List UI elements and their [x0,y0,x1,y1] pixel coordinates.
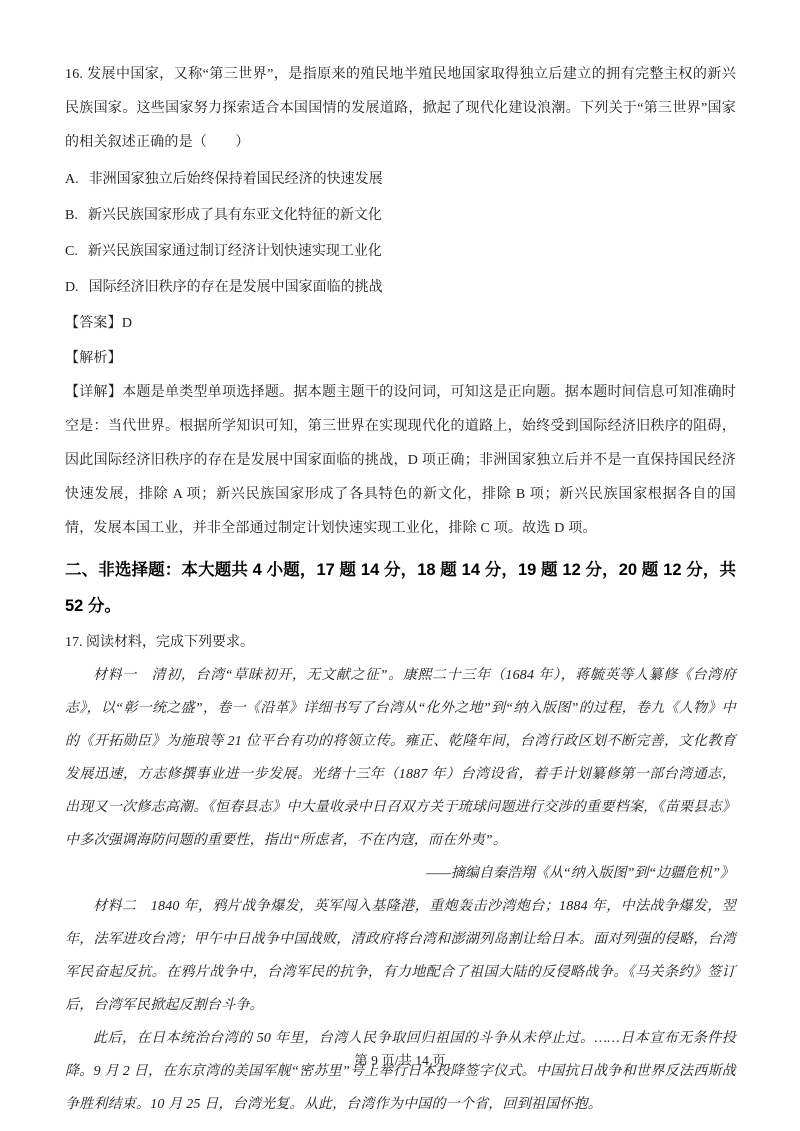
question-17-intro: 17. 阅读材料，完成下列要求。 [65,635,254,650]
question-16-option-b [65,198,736,234]
question-16-option-a [65,162,736,198]
question-16-stem: 16. 发展中国家，又称“第三世界”，是指原来的殖民地半殖民地国家取得独立后建立的拥有完整主权的新兴民族国家。这些国家努力探索适合本国国情的发展道路，掀起了现代化建设浪潮。下列关于“第三世界”国家的相关叙述正确的是（ ） [65,67,736,150]
material-1-source: ——摘编自秦浩翔《从“纳入版图”到“边疆危机”》 [425,866,734,881]
answer-tag: 【答案】 [65,316,122,331]
answer-value: D [121,316,133,331]
option-d-label: D. [65,280,79,295]
question-17-material-2-para-1: 材料二 1840 年，鸦片战争爆发，英军闯入基隆港，重炮轰击沙湾炮台；1884 年，中法战争爆发，翌年，法军进攻台湾；甲午中日战争中国战败，清政府将台湾和澎湖列岛割让给日本。面对列强的侵略，台湾军民奋起反抗。在鸦片战争中，台湾军民的抗争，有力地配合了祖国大陆的反侵略战争。《马关条约》签订后，台湾军民掀起反割台斗争。 [65,899,736,1013]
option-c-label: C. [65,244,78,259]
section-2-heading: 二、非选择题：本大题共 4 小题，17 题 14 分，18 题 14 分，19 题 12 分，20 题 12 分，共 52 分。 [65,561,736,615]
question-16-option-c [65,234,736,270]
option-a-text: 非洲国家独立后始终保持着国民经济的快速发展 [88,172,383,187]
question-17-material-1: 材料一 清初，台湾“草昧初开，无文献之征”。康熙二十三年（1684 年），蒋毓英等人纂修《台湾府志》，以“彰一统之盛”，卷一《沿革》详细书写了台湾从“化外之地”到“纳入版图”的过程，卷九《人物》中的《开拓勋臣》为施琅等 21 位平台有功的将领立传。雍正、乾隆年间，台湾行政区划不断完善，文化教育发展迅速，方志修撰事业进一步发展。光绪十三年（1887 年）台湾设省，着手计划纂修第一部台湾通志，出现又一次修志高潮。《恒春县志》中大量收录中日召双方关于琉球问题进行交涉的重要档案，《苗栗县志》中多次强调海防问题的重要性，指出“所虑者，不在内寇，而在外夷”。 [65,668,736,848]
question-17-material-2-para-2: 此后，在日本统治台湾的 50 年里，台湾人民争取回归祖国的斗争从未停止过。……日本宣布无条件投降。9 月 2 日，在东京湾的美国军舰“密苏里”号上举行日本投降签字仪式。中国抗日战争和世界反法西斯战争胜利结束。10 月 25 日，台湾光复。从此，台湾作为中国的一个省，回到祖国怀抱。 [65,1031,736,1112]
option-d-text: 国际经济旧秩序的存在是发展中国家面临的挑战 [88,280,383,295]
question-16-options [65,162,736,306]
option-b-text: 新兴民族国家形成了具有东亚文化特征的新文化 [87,208,382,223]
question-16-explanation: 【详解】本题是单类型单项选择题。据本题主题干的设问词，可知这是正向题。据本题时间信息可知准确时空是：当代世界。根据所学知识可知，第三世界在实现现代化的道路上，始终受到国际经济旧秩序的阻碍，因此国际经济旧秩序的存在是发展中国家面临的挑战，D 项正确；非洲国家独立后并不是一直保持国民经济快速发展，排除 A 项；新兴民族国家形成了各具特色的新文化，排除 B 项；新兴民族国家根据各自的国情，发展本国工业，并非全部通过制定计划快速实现工业化，排除 C 项。故选 D 项。 [65,385,736,536]
option-c-text: 新兴民族国家通过制订经济计划快速实现工业化 [87,244,382,259]
question-16-option-d [65,270,736,306]
page-number-footer: 第 9 页/共 14 页 [354,1053,446,1068]
analysis-tag: 【解析】 [65,351,122,366]
answer-line [65,306,736,341]
option-a-label: A. [65,172,79,187]
option-b-label: B. [65,208,78,223]
